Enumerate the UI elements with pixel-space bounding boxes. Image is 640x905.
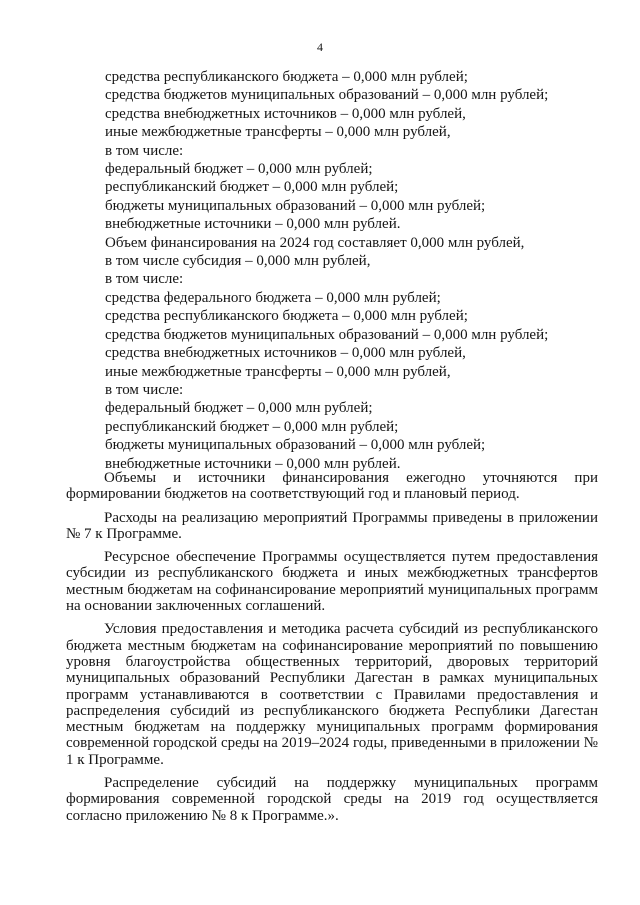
list-line: бюджеты муниципальных образований – 0,000 млн рублей; — [105, 437, 486, 454]
list-line: республиканский бюджет – 0,000 млн рублей; — [105, 418, 399, 435]
list-line: федеральный бюджет – 0,000 млн рублей; — [105, 400, 373, 417]
list-line: внебюджетные источники – 0,000 млн рублей. — [105, 455, 401, 472]
list-line: бюджеты муниципальных образований – 0,000 млн рублей; — [105, 197, 486, 214]
list-line: средства внебюджетных источников – 0,000 млн рублей, — [105, 345, 466, 362]
list-line: в том числе: — [105, 381, 184, 398]
list-line: средства республиканского бюджета – 0,000 млн рублей; — [105, 308, 468, 325]
list-line: внебюджетные источники – 0,000 млн рублей. — [105, 216, 401, 233]
list-line: средства республиканского бюджета – 0,000 млн рублей; — [105, 69, 468, 85]
list-line: в том числе: — [105, 142, 184, 159]
paragraph: Расходы на реализацию мероприятий Программы приведены в приложении № 7 к Программе. — [66, 509, 598, 542]
list-line: средства федерального бюджета – 0,000 млн рублей; — [105, 289, 441, 306]
list-line: Объем финансирования на 2024 год составляет 0,000 млн рублей, — [105, 234, 525, 251]
paragraph: Распределение субсидий на поддержку муниципальных программ формирования современной городской среды на 2019 год осуществляется согласно приложению № 8 к Программе.». — [66, 775, 598, 824]
list-line: средства внебюджетных источников – 0,000 млн рублей, — [105, 105, 466, 122]
funding-list — [105, 68, 585, 473]
body-text — [66, 470, 598, 831]
list-line: средства бюджетов муниципальных образований – 0,000 млн рублей; — [105, 87, 549, 104]
list-line: федеральный бюджет – 0,000 млн рублей; — [105, 161, 373, 178]
list-line: иные межбюджетные трансферты – 0,000 млн рублей, — [105, 363, 451, 380]
paragraph: Условия предоставления и методика расчета субсидий из республиканского бюджета местным бюджетам на софинансирование мероприятий по повышению уровня благоустройства общественных территорий, дворовых территорий муниципальных образований Республики Дагестан в рамках муниципальных программ устанавливаются в соответствии с Правилами предоставления и распределения субсидий из республиканского бюджета Республики Дагестан местным бюджетам на поддержку муниципальных программ формирования современной городской среды на 2019–2024 годы, приведенными в приложении № 1 к Программе. — [66, 621, 598, 768]
page-number: 4 — [317, 40, 323, 54]
list-line: иные межбюджетные трансферты – 0,000 млн рублей, — [105, 124, 451, 141]
paragraph: Ресурсное обеспечение Программы осуществляется путем предоставления субсидии из республиканского бюджета и иных межбюджетных трансфертов местным бюджетам на софинансирование мероприятий муниципальных программ на основании заключенных соглашений. — [66, 549, 598, 615]
list-line: средства бюджетов муниципальных образований – 0,000 млн рублей; — [105, 326, 549, 343]
list-line: республиканский бюджет – 0,000 млн рублей; — [105, 179, 399, 196]
list-line: в том числе субсидия – 0,000 млн рублей, — [105, 253, 371, 270]
list-line: в том числе: — [105, 271, 184, 288]
paragraph: Объемы и источники финансирования ежегодно уточняются при формировании бюджетов на соответствующий год и плановый период. — [66, 470, 598, 503]
